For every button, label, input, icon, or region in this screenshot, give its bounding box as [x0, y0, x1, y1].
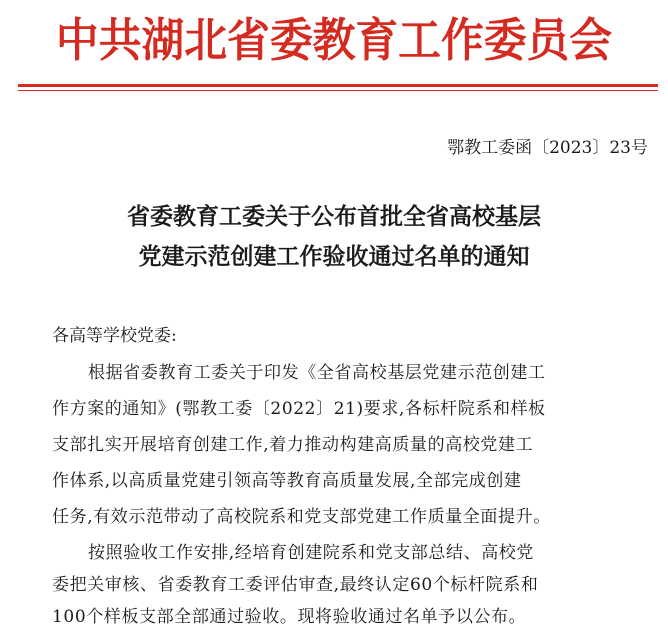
paragraph-1-line: 根据省委教育工委关于印发《全省高校基层党建示范创建工 — [88, 363, 546, 383]
paragraph-1-line: 作体系,以高质量党建引领高等教育高质量发展,全部完成创建 — [52, 471, 522, 491]
paragraph-1-line: 任务,有效示范带动了高校院系和党支部党建工作质量全面提升。 — [52, 507, 551, 527]
paragraph-2-line: 委把关审核、省委教育工委评估审查,最终认定60个标杆院系和 — [52, 575, 539, 595]
paragraph-1-line: 作方案的通知》(鄂教工委〔2022〕21)要求,各标杆院系和样板 — [52, 399, 546, 419]
letterhead-rule-thick — [18, 84, 658, 87]
letterhead-org-name: 中共湖北省委教育工作委员会 — [55, 13, 613, 67]
paragraph-2-line: 按照验收工作安排,经培育创建院系和党支部总结、高校党 — [88, 543, 535, 563]
letterhead-rule-thin — [18, 90, 658, 91]
salutation: 各高等学校党委: — [52, 326, 177, 346]
paragraph-1-line: 支部扎实开展培育创建工作,着力推动构建高质量的高校党建工 — [52, 435, 534, 455]
paragraph-2-line: 100个样板支部全部通过验收。现将验收通过名单予以公布。 — [52, 607, 527, 627]
document-title-line-1: 省委教育工委关于公布首批全省高校基层 — [127, 204, 541, 230]
document-title-line-2: 党建示范创建工作验收通过名单的通知 — [138, 244, 530, 270]
document-number: 鄂教工委函〔2023〕23号 — [447, 138, 648, 158]
